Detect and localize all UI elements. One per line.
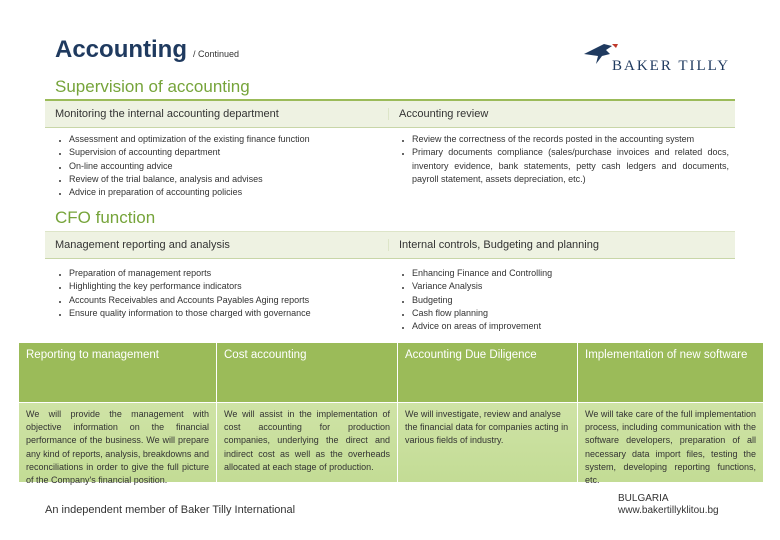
service-title: Reporting to management [19, 343, 217, 402]
page-title: Accounting / Continued [55, 36, 240, 63]
footer-member-text: An independent member of Baker Tilly International [45, 504, 296, 516]
supervision-table [45, 99, 735, 199]
supervision-heading: Supervision of accounting [55, 77, 250, 96]
service-description: We will take care of the full implementation process, including communication with the software developers, preparation of all necessary data import files, testing the system, developing reporting functions, etc. [578, 402, 763, 482]
service-description: We will investigate, review and analyse the financial data for companies acting in various fields of industry. [398, 402, 578, 482]
footer-country: BULGARIA [618, 493, 669, 504]
baker-tilly-logo: BAKER TILLY [582, 42, 622, 73]
services-table [19, 343, 763, 486]
cfo-table [45, 231, 735, 333]
column-header: Accounting review [388, 108, 735, 120]
service-description: We will provide the management with objective information on the financial performance of the business. We will prepare any kind of reports, analysis, breakdowns and reconciliations in order to give the full picture of the Company's financial position. [19, 402, 217, 482]
service-title: Accounting Due Diligence [398, 343, 578, 402]
service-title: Cost accounting [217, 343, 398, 402]
cfo-heading: CFO function [55, 208, 156, 227]
bullet-list: ▪ Enhancing Finance and Controlling ▪ Variance Analysis ▪ Budgeting ▪ Cash flow planning ▪ Advice on areas of improvement [388, 267, 735, 333]
bullet-list: ▪ Assessment and optimization of the existing finance function ▪ Supervision of accounting department ▪ On-line accounting advice ▪ Review of the trial balance, analysis and advises ▪ Advice in preparation of accounting policies [45, 133, 388, 199]
service-description: We will assist in the implementation of cost accounting for production companies, underlying the direct and indirect cost as well as the overheads allocated at each stage of production. [217, 402, 398, 482]
service-title: Implementation of new software [578, 343, 763, 402]
column-header: Monitoring the internal accounting department [55, 108, 279, 120]
bullet-list: ▪ Review the correctness of the records posted in the accounting system ▪ Primary documents compliance (sales/purchase invoices and related docs, inventory evidence, bank statements, petty cash ledgers and documents, payroll statement, assets depreciation, etc.) [388, 133, 735, 199]
column-header: Management reporting and analysis [55, 239, 230, 251]
page-subtitle: / Continued [193, 49, 240, 59]
footer-website[interactable]: www.bakertillyklitou.bg [618, 505, 719, 516]
column-header: Internal controls, Budgeting and planning [388, 239, 735, 251]
bullet-list: ▪ Preparation of management reports ▪ Highlighting the key performance indicators ▪ Accounts Receivables and Accounts Payables Aging reports ▪ Ensure quality information to those charged with governance [45, 267, 388, 333]
